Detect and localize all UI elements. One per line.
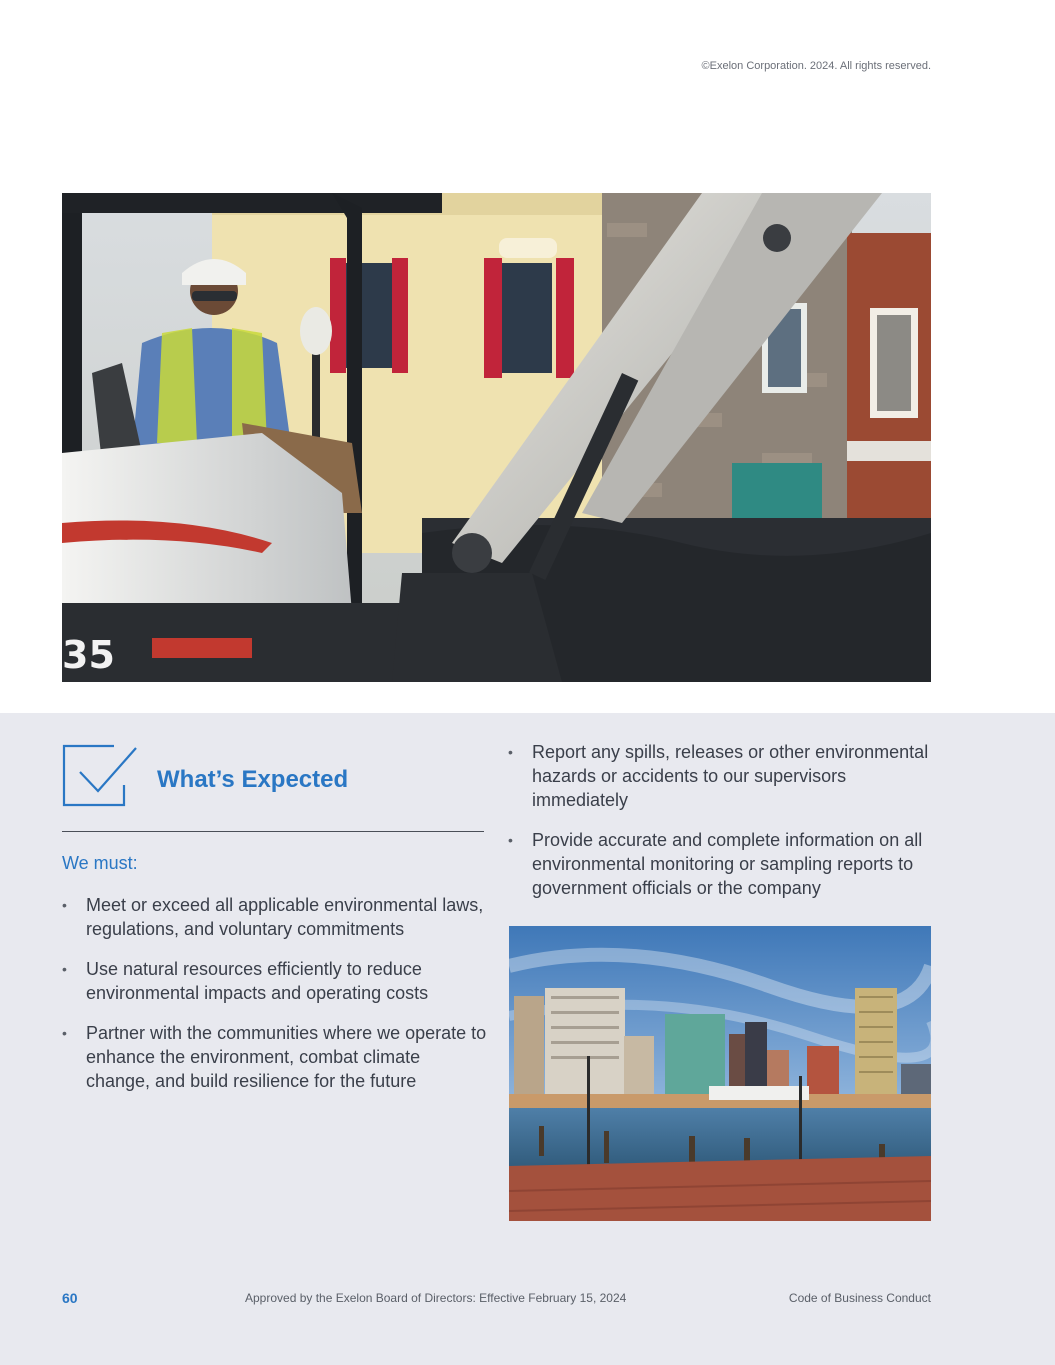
divider — [62, 831, 484, 832]
lead-text: We must: — [62, 853, 138, 873]
approval-note: Approved by the Exelon Board of Directors: Effective February 15, 2024 — [245, 1291, 627, 1305]
left-bullet-list — [62, 893, 487, 1109]
list-item-text: Provide accurate and complete information on all environmental monitoring or sampling reports to government officials or the company — [532, 830, 923, 898]
section-title: What’s Expected — [157, 766, 349, 793]
list-item: • Provide accurate and complete information on all environmental monitoring or sampling reports to government officials or the company — [508, 830, 923, 898]
machine-number: 35 — [62, 633, 115, 677]
list-item-text: Use natural resources efficiently to reduce environmental impacts and operating costs — [86, 959, 429, 1003]
list-item: • Meet or exceed all applicable environmental laws, regulations, and voluntary commitments — [62, 895, 484, 939]
right-bullet-list — [508, 740, 938, 916]
copyright-notice: ©Exelon Corporation. 2024. All rights reserved. — [701, 60, 931, 72]
list-item-text: Meet or exceed all applicable environmental laws, regulations, and voluntary commitments — [86, 895, 484, 939]
list-item: • Partner with the communities where we operate to enhance the environment, combat climate change, and build resilience for the future — [62, 1023, 487, 1091]
list-item-text: Partner with the communities where we operate to enhance the environment, combat climate change, and build resilience for the future — [86, 1023, 487, 1091]
list-item: • Report any spills, releases or other environmental hazards or accidents to our supervisors immediately — [508, 742, 929, 810]
excavator-photo — [62, 193, 931, 682]
page-number: 60 — [62, 1290, 78, 1306]
harbor-skyline-photo — [509, 926, 931, 1221]
list-item: • Use natural resources efficiently to reduce environmental impacts and operating costs — [62, 959, 429, 1003]
checkbox-check-icon — [62, 743, 138, 809]
list-item-text: Report any spills, releases or other environmental hazards or accidents to our supervisors immediately — [532, 742, 929, 810]
document-title: Code of Business Conduct — [788, 1291, 931, 1305]
